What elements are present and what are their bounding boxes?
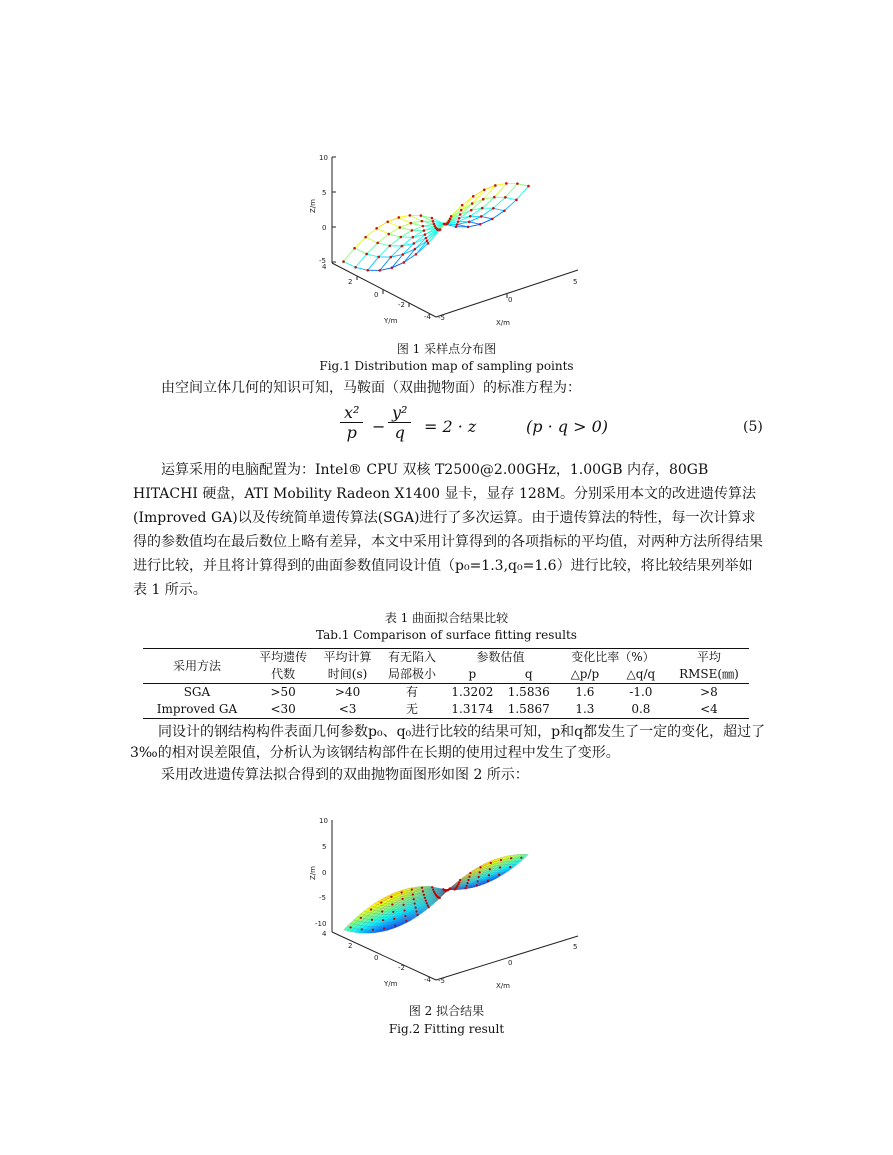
mesh-line: [517, 184, 528, 186]
fit-point: [425, 900, 427, 902]
fit-point: [431, 886, 433, 888]
sample-point: [471, 202, 474, 205]
paragraph-text: 运算采用的电脑配置为：Intel® CPU 双核 T2500@2.00GHz，1.00GB 内存，80GB HITACHI 硬盘，ATI Mobility Radeon X1400 显卡，显存 128M。分别采用本文的改进遗传算法(Improved GA)以及传统简单遗传算法(SGA)进行了多次运算。由于遗传算法的特性，每一次计算求得的参数值均在最后数位上略有差异，本文中采用计算得到的各项指标的平均值，对两种方法所得结果进行比较，并且将计算得到的曲面参数值同设计值（p₀=1.3,q₀=1.6）进行比较，将比较结果列举如表 1 所示。: [133, 462, 763, 598]
sample-point: [421, 220, 424, 223]
sample-point: [376, 242, 379, 245]
sample-point: [503, 209, 506, 212]
fit-point: [360, 917, 362, 919]
fig2-z-tick: -10: [315, 920, 327, 928]
sample-point: [494, 184, 497, 187]
fit-point: [415, 907, 417, 909]
fit-point: [350, 926, 352, 928]
paragraph-text: 由空间立体几何的知识可知，马鞍面（双曲抛物面）的标准方程为：: [161, 380, 581, 396]
sample-point: [424, 233, 427, 236]
cell-time: >40: [334, 685, 361, 699]
mesh-line: [356, 267, 368, 270]
sample-point: [467, 226, 470, 229]
fig2-x-label: X/m: [496, 982, 510, 990]
fit-point: [424, 897, 426, 899]
sample-point: [391, 267, 394, 270]
sample-point: [450, 215, 453, 218]
fit-point: [467, 879, 469, 881]
fit-point: [426, 902, 428, 904]
fig2-axes: [332, 820, 578, 980]
mesh-line: [355, 248, 367, 254]
sample-point: [365, 253, 368, 256]
sample-point: [397, 216, 400, 219]
sample-point: [410, 222, 413, 225]
table-row: [143, 684, 749, 702]
mesh-line: [344, 248, 355, 261]
cell-dq: 0.8: [631, 702, 651, 716]
fig2-z-tick: 10: [319, 817, 328, 825]
fig1-y-tick: 0: [374, 291, 379, 299]
fit-point: [422, 890, 424, 892]
mesh-line: [481, 208, 493, 216]
fit-point: [416, 914, 418, 916]
equation-rhs: = 2 · z: [424, 417, 477, 436]
mesh-line: [416, 243, 428, 254]
fig1-y-tick: -4: [424, 313, 431, 321]
fit-point: [427, 904, 429, 906]
fit-point: [393, 918, 395, 920]
sample-point: [483, 188, 486, 191]
mesh-line: [400, 227, 412, 230]
sample-point: [505, 182, 508, 185]
sample-point: [459, 213, 462, 216]
mesh-line: [505, 184, 517, 198]
header-gen: 平均遗传: [259, 650, 308, 664]
fig2-x-tick: 5: [573, 943, 578, 951]
sample-point: [482, 198, 485, 201]
paragraph-intro-equation: [133, 376, 763, 400]
fig2-z-tick: 5: [322, 843, 327, 851]
sample-point: [468, 221, 471, 224]
fig2-x-tick: -5: [438, 977, 445, 985]
fit-point: [498, 874, 500, 876]
fit-point: [383, 927, 385, 929]
fit-point: [403, 909, 405, 911]
fit-point: [421, 887, 423, 889]
header-estimate: 参数估值: [476, 650, 525, 664]
fig2-caption-cn: 图 2 拟合结果: [408, 1004, 485, 1018]
mesh-line: [504, 200, 516, 211]
fit-point: [428, 906, 430, 908]
sample-point: [377, 256, 380, 259]
sample-point: [527, 185, 530, 188]
fit-point: [413, 898, 415, 900]
cell-p: 1.3202: [451, 685, 494, 699]
fit-point: [477, 880, 479, 882]
cell-local: 有: [405, 685, 418, 699]
paragraph-figure-2-intro: [133, 765, 763, 786]
fit-point: [489, 868, 491, 870]
fig1-y-tick: -2: [398, 301, 405, 309]
header-rmse: 平均: [696, 650, 721, 664]
sample-point: [461, 204, 464, 207]
fit-point: [459, 879, 461, 881]
fit-point: [423, 894, 425, 896]
sample-point: [389, 256, 392, 259]
fit-point: [479, 866, 481, 868]
equation-5: [340, 403, 770, 455]
sample-point: [456, 223, 459, 226]
fit-point: [414, 902, 416, 904]
sample-point: [402, 253, 405, 256]
mesh-line: [344, 262, 356, 268]
sample-point: [439, 228, 442, 231]
sample-point: [433, 223, 436, 226]
fit-point: [372, 929, 374, 931]
fig1-z-tick: 10: [319, 154, 328, 162]
fit-point: [520, 857, 522, 859]
sample-point: [378, 269, 381, 272]
fit-point: [479, 871, 481, 873]
mesh-line: [480, 219, 492, 224]
fit-point: [458, 881, 460, 883]
fit-point: [488, 874, 490, 876]
fit-point: [476, 884, 478, 886]
equation-condition: (p · q > 0): [526, 417, 608, 436]
mesh-line: [377, 222, 388, 229]
results-table: [143, 648, 749, 719]
cell-dq: -1.0: [629, 685, 653, 699]
fig1-x-tick: 0: [508, 296, 513, 304]
fit-point: [487, 880, 489, 882]
fit-point: [439, 897, 441, 899]
sample-point: [493, 196, 496, 199]
paragraph-text: 采用改进遗传算法拟合得到的双曲抛物面图形如图 2 所示：: [161, 767, 529, 783]
fig2-saddle-surface: [344, 854, 529, 933]
fig1-x-label: X/m: [496, 319, 510, 327]
sample-point: [403, 261, 406, 264]
sample-point: [375, 227, 378, 230]
fit-point: [478, 876, 480, 878]
cell-dp: 1.6: [575, 685, 595, 699]
header-dp: △p/p: [570, 667, 600, 681]
denominator-q: q: [394, 423, 405, 442]
fig2-y-label: Y/m: [384, 980, 398, 988]
fig2-x-tick: 0: [508, 959, 513, 967]
fig2-y-tick: 2: [348, 942, 353, 950]
header-ratio: 变化比率（%）: [571, 650, 655, 664]
mesh-line: [493, 197, 505, 208]
sample-point: [354, 266, 357, 269]
fraction-x: [340, 403, 363, 442]
fig2-y-tick: 0: [374, 954, 379, 962]
sample-point: [449, 218, 452, 221]
fit-point: [382, 919, 384, 921]
sample-point: [431, 217, 434, 220]
header-rmse-sub: RMSE(㎜): [679, 667, 739, 681]
sample-point: [504, 196, 507, 199]
mesh-line: [366, 228, 377, 237]
header-method: 采用方法: [143, 649, 251, 684]
sample-point: [412, 236, 415, 239]
sample-point: [366, 269, 369, 272]
fit-point: [499, 866, 501, 868]
fraction-y: [388, 403, 411, 442]
sample-point: [400, 236, 403, 239]
cell-method: SGA: [183, 685, 211, 699]
fit-point: [490, 862, 492, 864]
mesh-line: [399, 215, 410, 217]
fit-point: [449, 887, 451, 889]
fig1-y-tick: 4: [322, 263, 327, 271]
fit-point: [370, 908, 372, 910]
fig1-x-tick: 5: [573, 278, 578, 286]
fit-point: [361, 928, 363, 930]
header-time: 平均计算: [323, 650, 372, 664]
sample-point: [470, 209, 473, 212]
table-caption-en: Tab.1 Comparison of surface fitting results: [316, 628, 577, 642]
figure-2-surface-plot: [300, 808, 600, 993]
fig1-z-label: Z/m: [309, 199, 317, 213]
sample-point: [460, 209, 463, 212]
sample-point: [414, 248, 417, 251]
mesh-line: [379, 246, 390, 257]
fig1-z-tick: 0: [322, 224, 327, 232]
sample-point: [469, 215, 472, 218]
fit-point: [466, 885, 468, 887]
header-local-sub: 局部极小: [387, 667, 436, 681]
sample-point: [425, 237, 428, 240]
mesh-line: [505, 197, 516, 199]
table-caption-cn: 表 1 曲面拟合结果比较: [384, 611, 509, 625]
numerator-y2: y²: [388, 403, 411, 423]
mesh-line: [493, 208, 504, 210]
fit-point: [469, 872, 471, 874]
table-row: [143, 701, 749, 719]
header-local: 有无陷入: [387, 650, 436, 664]
fit-point: [465, 887, 467, 889]
mesh-line: [367, 243, 378, 254]
header-gen-sub: 代数: [271, 667, 296, 681]
sample-point: [492, 207, 495, 210]
mesh-line: [473, 190, 484, 197]
fit-point: [390, 896, 392, 898]
minus-sign: −: [372, 417, 386, 436]
cell-method: Improved GA: [156, 702, 238, 716]
fit-point: [432, 889, 434, 891]
sample-point: [420, 214, 423, 217]
equation-number: (5): [743, 419, 763, 435]
fit-point: [381, 910, 383, 912]
mesh-line: [377, 228, 389, 234]
header-time-sub: 时间(s): [327, 667, 368, 681]
mesh-line: [468, 224, 480, 227]
mesh-line: [492, 211, 504, 219]
mesh-line: [411, 223, 423, 226]
sample-point: [398, 226, 401, 229]
fit-point: [401, 898, 403, 900]
fig1-caption-cn: 图 1 采样点分布图: [396, 342, 497, 356]
fit-point: [402, 904, 404, 906]
fit-point: [412, 893, 414, 895]
fit-point: [392, 911, 394, 913]
fig2-y-tick: -2: [398, 964, 405, 972]
mesh-line: [356, 254, 367, 267]
mesh-line: [481, 216, 492, 218]
sample-point: [491, 218, 494, 221]
mesh-line: [389, 227, 400, 234]
cell-q: 1.5867: [507, 702, 550, 716]
sample-point: [481, 207, 484, 210]
fig1-y-tick: 2: [348, 278, 353, 286]
mesh-line: [388, 217, 399, 221]
fit-point: [509, 866, 511, 868]
mesh-line: [355, 237, 366, 248]
fig1-saddle-mesh: [342, 182, 530, 272]
sample-point: [388, 245, 391, 248]
mesh-line: [401, 230, 412, 237]
fig2-z-tick: -5: [319, 894, 326, 902]
fig1-x-tick: -5: [438, 314, 445, 322]
fit-point: [415, 910, 417, 912]
fit-point: [391, 903, 393, 905]
sample-point: [480, 215, 483, 218]
fit-point: [371, 919, 373, 921]
mesh-line: [368, 257, 379, 270]
cell-dp: 1.3: [575, 702, 595, 716]
sample-point: [455, 225, 458, 228]
mesh-line: [378, 234, 389, 243]
cell-rmse: >8: [700, 685, 718, 699]
mesh-line: [469, 222, 480, 224]
sample-point: [387, 233, 390, 236]
fig1-z-tick: 5: [322, 189, 327, 197]
sample-point: [479, 223, 482, 226]
fig1-ticks: [332, 157, 507, 307]
fit-point: [468, 876, 470, 878]
fig2-z-tick: 0: [322, 869, 327, 877]
mesh-line: [366, 237, 378, 243]
fit-point: [500, 859, 502, 861]
fit-point: [510, 857, 512, 859]
fig2-z-label: Z/m: [309, 866, 317, 880]
sample-point: [422, 225, 425, 228]
sample-point: [458, 217, 461, 220]
sample-point: [415, 253, 418, 256]
sample-point: [364, 236, 367, 239]
fig2-y-tick: -4: [424, 976, 431, 984]
fit-point: [404, 915, 406, 917]
header-p: p: [468, 667, 477, 681]
header-dq: △q/q: [626, 667, 656, 681]
paragraph-computation: [133, 458, 763, 602]
fig1-y-label: Y/m: [384, 317, 398, 325]
cell-gen: >50: [270, 685, 296, 699]
mesh-line: [390, 237, 401, 246]
fit-point: [405, 920, 407, 922]
mesh-line: [389, 234, 401, 237]
sample-point: [411, 229, 414, 232]
cell-gen: <30: [270, 702, 296, 716]
sample-point: [342, 260, 345, 263]
sample-point: [427, 242, 430, 245]
fig1-z-tick: -5: [319, 257, 326, 265]
paragraph-analysis: [130, 722, 766, 764]
sample-point: [401, 245, 404, 248]
sample-point: [432, 220, 435, 223]
sample-point: [353, 247, 356, 250]
fig2-y-tick: 4: [322, 930, 327, 938]
cell-p: 1.3174: [451, 702, 494, 716]
mesh-line: [516, 186, 528, 200]
paragraph-text: 同设计的钢结构构件表面几何参数p₀、q₀进行比较的结果可知，p和q都发生了一定的变化，超过了3‰的相对误差限值，分析认为该钢结构部件在长期的使用过程中发生了变形。: [130, 724, 766, 761]
sample-point: [426, 240, 429, 243]
mesh-line: [378, 243, 390, 246]
cell-rmse: <4: [700, 702, 718, 716]
fig1-axes: [332, 157, 578, 317]
fit-point: [457, 883, 459, 885]
fit-point: [411, 888, 413, 890]
sample-point: [413, 242, 416, 245]
fit-point: [401, 891, 403, 893]
mesh-line: [399, 217, 411, 223]
fit-point: [380, 901, 382, 903]
figure-1-mesh-plot: [300, 145, 600, 330]
mesh-line: [388, 222, 400, 228]
mesh-line: [400, 223, 411, 227]
mesh-line: [411, 221, 422, 223]
mesh-line: [367, 254, 379, 257]
cell-q: 1.5836: [507, 685, 550, 699]
numerator-x2: x²: [340, 403, 363, 423]
sample-point: [515, 199, 518, 202]
fit-point: [394, 924, 396, 926]
cell-time: <3: [338, 702, 357, 716]
denominator-p: p: [346, 423, 357, 442]
table-header-row: [143, 649, 749, 667]
cell-local: 无: [405, 702, 418, 716]
fig1-caption-en: Fig.1 Distribution map of sampling points: [319, 359, 574, 373]
sample-point: [457, 220, 460, 223]
mesh-line: [412, 226, 423, 230]
sample-point: [409, 214, 412, 217]
sample-point: [516, 182, 519, 185]
fig2-caption-en: Fig.2 Fitting result: [388, 1022, 505, 1036]
sample-point: [472, 195, 475, 198]
header-q: q: [524, 667, 533, 681]
fit-point: [466, 882, 468, 884]
sample-point: [423, 229, 426, 232]
sample-point: [386, 220, 389, 223]
